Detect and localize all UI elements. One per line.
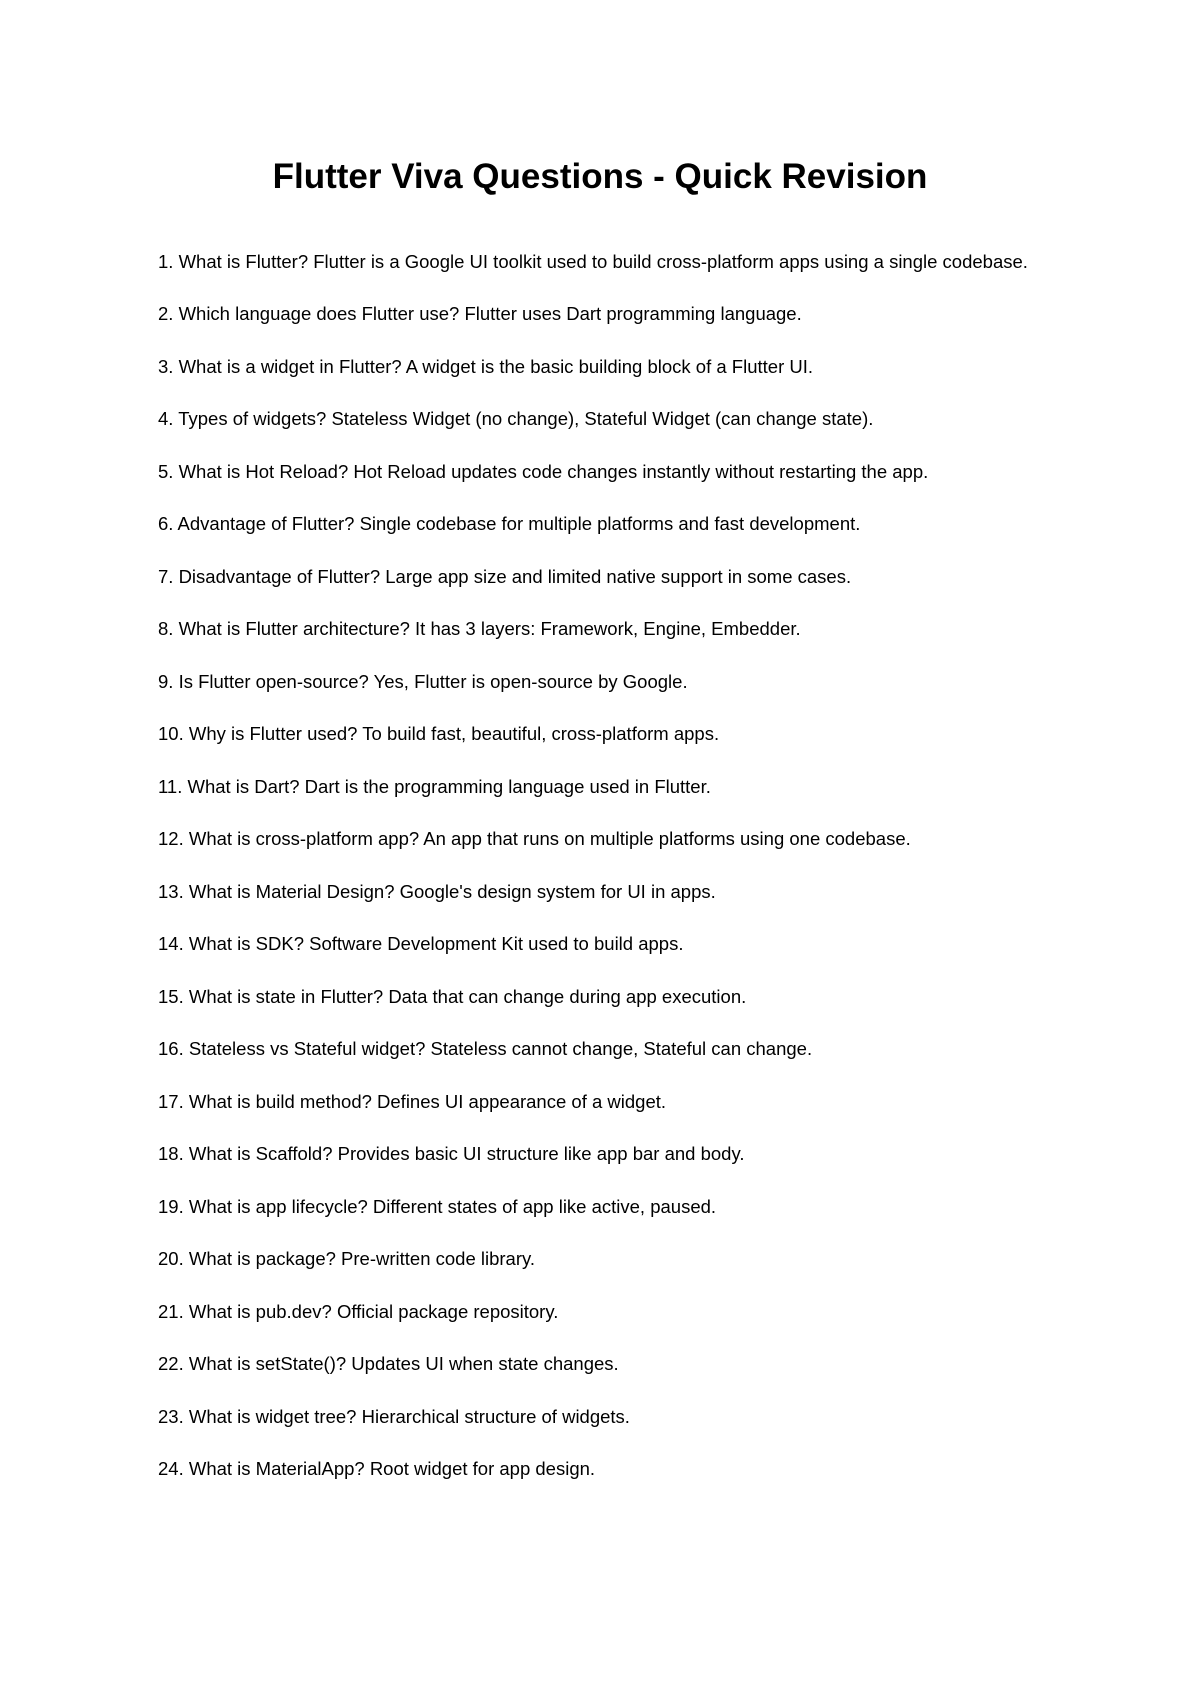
qa-item-4: 4. Types of widgets? Stateless Widget (no change), Stateful Widget (can change state). [158,408,874,429]
qa-item-2: 2. Which language does Flutter use? Flutter uses Dart programming language. [158,303,802,324]
qa-item-16: 16. Stateless vs Stateful widget? Stateless cannot change, Stateful can change. [158,1038,813,1059]
qa-item-5: 5. What is Hot Reload? Hot Reload updates code changes instantly without restarting the app. [158,460,929,482]
qa-item-8: 8. What is Flutter architecture? It has 3 layers: Framework, Engine, Embedder. [158,618,801,639]
qa-item-17: 17. What is build method? Defines UI appearance of a widget. [158,1090,667,1112]
qa-item-9: 9. Is Flutter open-source? Yes, Flutter is open-source by Google. [158,670,688,692]
qa-item-24: 24. What is MaterialApp? Root widget for app design. [158,1458,596,1479]
qa-item-10: 10. Why is Flutter used? To build fast, beautiful, cross-platform apps. [158,723,720,744]
qa-item-7: 7. Disadvantage of Flutter? Large app size and limited native support in some cases. [158,565,852,587]
qa-item-3: 3. What is a widget in Flutter? A widget is the basic building block of a Flutter UI. [158,355,814,377]
qa-item-15: 15. What is state in Flutter? Data that can change during app execution. [158,985,747,1007]
qa-item-6: 6. Advantage of Flutter? Single codebase for multiple platforms and fast development. [158,513,861,534]
qa-item-20: 20. What is package? Pre-written code library. [158,1248,536,1269]
document-title: Flutter Viva Questions - Quick Revision [272,157,928,196]
qa-item-14: 14. What is SDK? Software Development Kit used to build apps. [158,933,684,954]
qa-item-21: 21. What is pub.dev? Official package repository. [158,1300,559,1322]
qa-item-23: 23. What is widget tree? Hierarchical structure of widgets. [158,1405,630,1427]
qa-item-22: 22. What is setState()? Updates UI when state changes. [158,1353,619,1374]
qa-item-12: 12. What is cross-platform app? An app that runs on multiple platforms using one codebase. [158,828,911,849]
qa-item-13: 13. What is Material Design? Google's design system for UI in apps. [158,880,716,902]
qa-item-1: 1. What is Flutter? Flutter is a Google UI toolkit used to build cross-platform apps using a single codebase. [158,251,1028,272]
qa-item-18: 18. What is Scaffold? Provides basic UI structure like app bar and body. [158,1143,745,1164]
qa-item-11: 11. What is Dart? Dart is the programming language used in Flutter. [158,775,711,797]
qa-item-19: 19. What is app lifecycle? Different states of app like active, paused. [158,1195,717,1217]
qa-list [158,250,1038,1510]
